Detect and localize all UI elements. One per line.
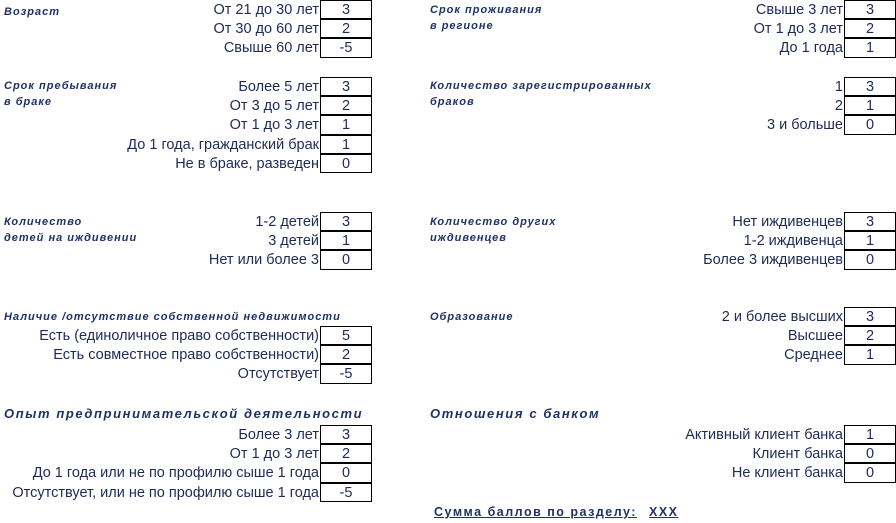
section-score-sum	[434, 505, 679, 519]
option-row	[127, 116, 372, 135]
option-row	[213, 19, 372, 38]
option-row	[127, 96, 372, 115]
score-cell[interactable]: 3	[844, 212, 896, 231]
option-label: Есть (единоличное право собственности)	[39, 327, 319, 344]
option-row	[12, 444, 372, 463]
option-label: Более 3 лет	[238, 426, 319, 443]
option-row	[39, 345, 372, 364]
option-label: Не в браке, разведен	[175, 156, 319, 173]
option-row	[209, 231, 372, 250]
option-label: Более 3 иждивенцев	[703, 252, 843, 269]
option-label: 2 и более высших	[721, 308, 843, 325]
option-label: Более 5 лет	[238, 78, 319, 95]
option-label: 3 детей	[268, 233, 319, 250]
option-list	[685, 425, 896, 483]
option-row	[703, 212, 896, 231]
score-cell[interactable]: 5	[320, 326, 372, 345]
option-row	[722, 346, 896, 365]
option-row	[685, 444, 896, 463]
option-label: 2	[834, 98, 843, 115]
section-title: Количество других	[430, 216, 557, 228]
score-cell[interactable]: 0	[844, 444, 896, 463]
score-cell[interactable]: 3	[320, 0, 372, 19]
option-list	[213, 0, 372, 58]
score-cell[interactable]: 1	[844, 38, 896, 57]
option-label: Активный клиент банка	[685, 426, 843, 443]
option-row	[12, 483, 372, 502]
section-title: Образование	[430, 311, 514, 323]
score-cell[interactable]: 0	[320, 154, 372, 173]
option-label: От 21 до 30 лет	[213, 1, 319, 18]
option-row	[127, 135, 372, 154]
option-label: 1	[834, 78, 843, 95]
section-title: Опыт предпринимательской деятельности	[4, 406, 364, 421]
option-row	[12, 425, 372, 444]
sum-label: Сумма баллов по разделу:	[434, 505, 637, 519]
section-title: Срок пребывания	[4, 80, 118, 92]
score-cell[interactable]: 3	[844, 0, 896, 19]
section-title: Отношения с банком	[430, 406, 601, 421]
option-row	[39, 365, 372, 384]
option-row	[685, 464, 896, 483]
option-row	[213, 0, 372, 19]
score-cell[interactable]: -5	[320, 38, 372, 57]
section-title: иждивенцев	[430, 232, 507, 244]
option-label: От 1 до 3 лет	[753, 21, 843, 38]
score-cell[interactable]: 2	[320, 19, 372, 38]
score-cell[interactable]: 0	[844, 250, 896, 269]
score-cell[interactable]: 3	[844, 307, 896, 326]
option-label: От 1 до 3 лет	[229, 117, 319, 134]
option-list	[209, 212, 372, 270]
option-label: Есть совместное право собственности)	[53, 347, 319, 364]
option-row	[127, 155, 372, 174]
score-cell[interactable]: 2	[320, 96, 372, 115]
score-cell[interactable]: 3	[844, 77, 896, 96]
option-row	[685, 425, 896, 444]
option-label: Отсутствует, или не по профилю сыше 1 года	[12, 484, 319, 501]
score-cell[interactable]: 1	[844, 425, 896, 444]
option-label: Среднее	[784, 347, 843, 364]
section-title: детей на иждивении	[4, 232, 138, 244]
section-title: браков	[430, 96, 475, 108]
option-row	[703, 231, 896, 250]
option-row	[12, 464, 372, 483]
score-cell[interactable]: 2	[320, 345, 372, 364]
score-cell[interactable]: 1	[320, 135, 372, 154]
score-cell[interactable]: 0	[320, 463, 372, 482]
option-label: Нет или более 3	[208, 252, 319, 269]
score-cell[interactable]: 3	[320, 425, 372, 444]
option-label: Нет иждивенцев	[732, 213, 843, 230]
option-row	[722, 307, 896, 326]
option-label: Клиент банка	[752, 446, 843, 463]
option-row	[767, 96, 896, 115]
option-row	[213, 39, 372, 58]
section-title: Количество	[4, 216, 83, 228]
option-label: От 3 до 5 лет	[229, 98, 319, 115]
option-label: 1-2 детей	[255, 213, 319, 230]
score-cell[interactable]: 2	[844, 19, 896, 38]
score-cell[interactable]: 3	[320, 212, 372, 231]
option-label: От 1 до 3 лет	[229, 446, 319, 463]
score-cell[interactable]: 1	[320, 231, 372, 250]
option-list	[127, 77, 372, 174]
option-row	[127, 77, 372, 96]
option-label: До 1 года или не по профилю сыше 1 года	[32, 465, 319, 482]
option-label: До 1 года	[779, 40, 843, 57]
option-row	[767, 116, 896, 135]
option-label: От 30 до 60 лет	[213, 21, 319, 38]
option-list	[754, 0, 896, 58]
option-label: 3 и больше	[767, 117, 843, 134]
option-label: Свыше 60 лет	[223, 40, 319, 57]
score-cell[interactable]: 1	[320, 115, 372, 134]
section-title: Возраст	[4, 6, 61, 18]
option-label: Свыше 3 лет	[755, 1, 843, 18]
score-cell[interactable]: -5	[320, 364, 372, 383]
option-list	[12, 425, 372, 503]
score-cell[interactable]: 1	[844, 231, 896, 250]
option-label: 1-2 иждивенца	[743, 233, 843, 250]
option-row	[703, 251, 896, 270]
score-cell[interactable]: 1	[844, 345, 896, 364]
option-row	[767, 77, 896, 96]
section-title: в регионе	[430, 20, 494, 32]
section-title: Наличие /отсутствие собственной недвижимости	[4, 311, 341, 323]
option-row	[722, 326, 896, 345]
section-title: Срок проживания	[430, 4, 543, 16]
score-cell[interactable]: 0	[844, 463, 896, 482]
option-row	[754, 39, 896, 58]
option-label: До 1 года, гражданский брак	[127, 136, 319, 153]
option-row	[209, 251, 372, 270]
option-row	[754, 0, 896, 19]
option-label: Не клиент банка	[731, 465, 843, 482]
section-title: в браке	[4, 96, 53, 108]
score-cell[interactable]: 0	[320, 250, 372, 269]
option-row	[209, 212, 372, 231]
score-cell[interactable]: -5	[320, 483, 372, 502]
option-list	[703, 212, 896, 270]
score-cell[interactable]: 1	[844, 96, 896, 115]
option-label: Отсутствует	[237, 366, 319, 383]
section-title: Количество зарегистрированных	[430, 80, 652, 92]
option-row	[754, 19, 896, 38]
score-cell[interactable]: 2	[320, 444, 372, 463]
option-list	[722, 307, 896, 365]
option-row	[39, 326, 372, 345]
score-cell[interactable]: 2	[844, 326, 896, 345]
score-cell[interactable]: 0	[844, 115, 896, 134]
sum-value: XXX	[648, 505, 679, 519]
option-list	[767, 77, 896, 135]
option-label: Высшее	[787, 328, 843, 345]
option-list	[39, 326, 372, 384]
score-cell[interactable]: 3	[320, 77, 372, 96]
